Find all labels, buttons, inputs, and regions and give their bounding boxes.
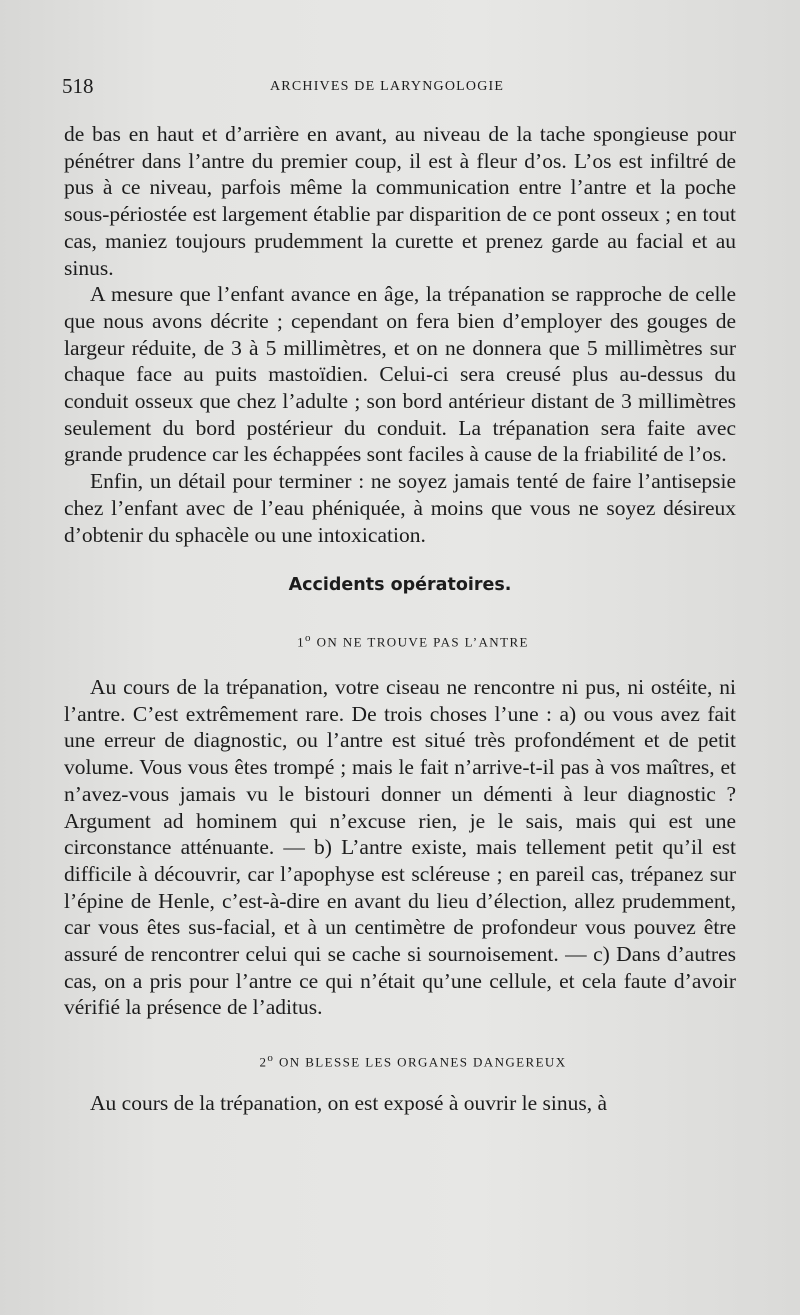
page-number: 518: [62, 74, 94, 98]
subheading-2: [64, 1045, 736, 1076]
subheading-1: [64, 625, 736, 656]
paragraph-trepanation-age: A mesure que l’enfant avance en âge, la trépanation se rapproche de celle que nous avons décrite ; cependant on fera bien d’employer des gouges de largeur réduite, de 3 à 5 millimètres, et on ne donnera que 5 millimètres sur chaque face au puits mastoïdien. Celui-ci sera creusé plus au-dessus du conduit osseux que chez l’adulte ; son bord antérieur distant de 3 millimètres seulement du bord postérieur du conduit. La trépanation sera faite avec grande prudence car les échappées sont faciles à cause de la friabilité de l’os.: [64, 282, 736, 467]
subheading-1-ordinal: o: [305, 631, 312, 644]
paragraph-antisepsie: Enfin, un détail pour terminer : ne soyez jamais tenté de faire l’antisepsie chez l’enfant avec de l’eau phéniquée, à moins que vous ne soyez désireux d’obtenir du sphacèle ou une intoxication.: [64, 469, 736, 547]
subheading-2-ordinal: o: [267, 1052, 275, 1065]
section-title: Accidents opératoires.: [288, 575, 512, 596]
page-header: [62, 74, 752, 104]
body-text: [64, 121, 736, 1117]
subheading-1-number: 1: [297, 634, 306, 650]
subheading-2-text: ON BLESSE LES ORGANES DANGEREUX: [274, 1054, 567, 1070]
paragraph-continuation: de bas en haut et d’arrière en avant, au niveau de la tache spongieuse pour pénétrer dans l’antre du premier coup, il est à fleur d’os. L’os est infiltré de pus à ce niveau, parfois même la communication entre l’antre et la poche sous-périostée est largement établie par disparition de ce pont osseux ; en tout cas, maniez toujours prudemment la curette et prenez garde au facial et au sinus.: [64, 122, 736, 280]
subheading-2-number: 2: [259, 1054, 268, 1070]
paragraph-organes-dangereux: Au cours de la trépanation, on est exposé à ouvrir le sinus, à: [90, 1091, 608, 1116]
subheading-1-text: ON NE TROUVE PAS L’ANTRE: [311, 634, 529, 650]
paragraph-antre-introuvable: Au cours de la trépanation, votre ciseau ne rencontre ni pus, ni ostéite, ni l’antre. C’est extrêmement rare. De trois choses l’une : a) ou vous avez fait une erreur de diagnostic, ou l’antre est situé très profondément et de petit volume. Vous vous êtes trompé ; mais le fait n’arrive-t-il pas à vos maîtres, et n’avez-vous jamais vu le bistouri donner un démenti à leur diagnostic ? Argument ad hominem qui n’excuse rien, je le sais, mais qui est une circonstance atténuante. — b) L’antre existe, mais tellement petit qu’il est difficile à découvrir, car l’apophyse est scléreuse ; en pareil cas, trépanez sur l’épine de Henle, c’est-à-dire en avant du lieu d’élection, allez prudemment, car vous êtes sus-facial, et à un centimètre de profondeur vous pouvez être assuré de rencontrer celui qui se cache si sournoisement. — c) Dans d’autres cas, on a pris pour l’antre ce qui n’était qu’une cellule, et cela faute d’avoir vérifié la présence de l’aditus.: [64, 674, 736, 1020]
running-title: ARCHIVES DE LARYNGOLOGIE: [270, 79, 505, 94]
